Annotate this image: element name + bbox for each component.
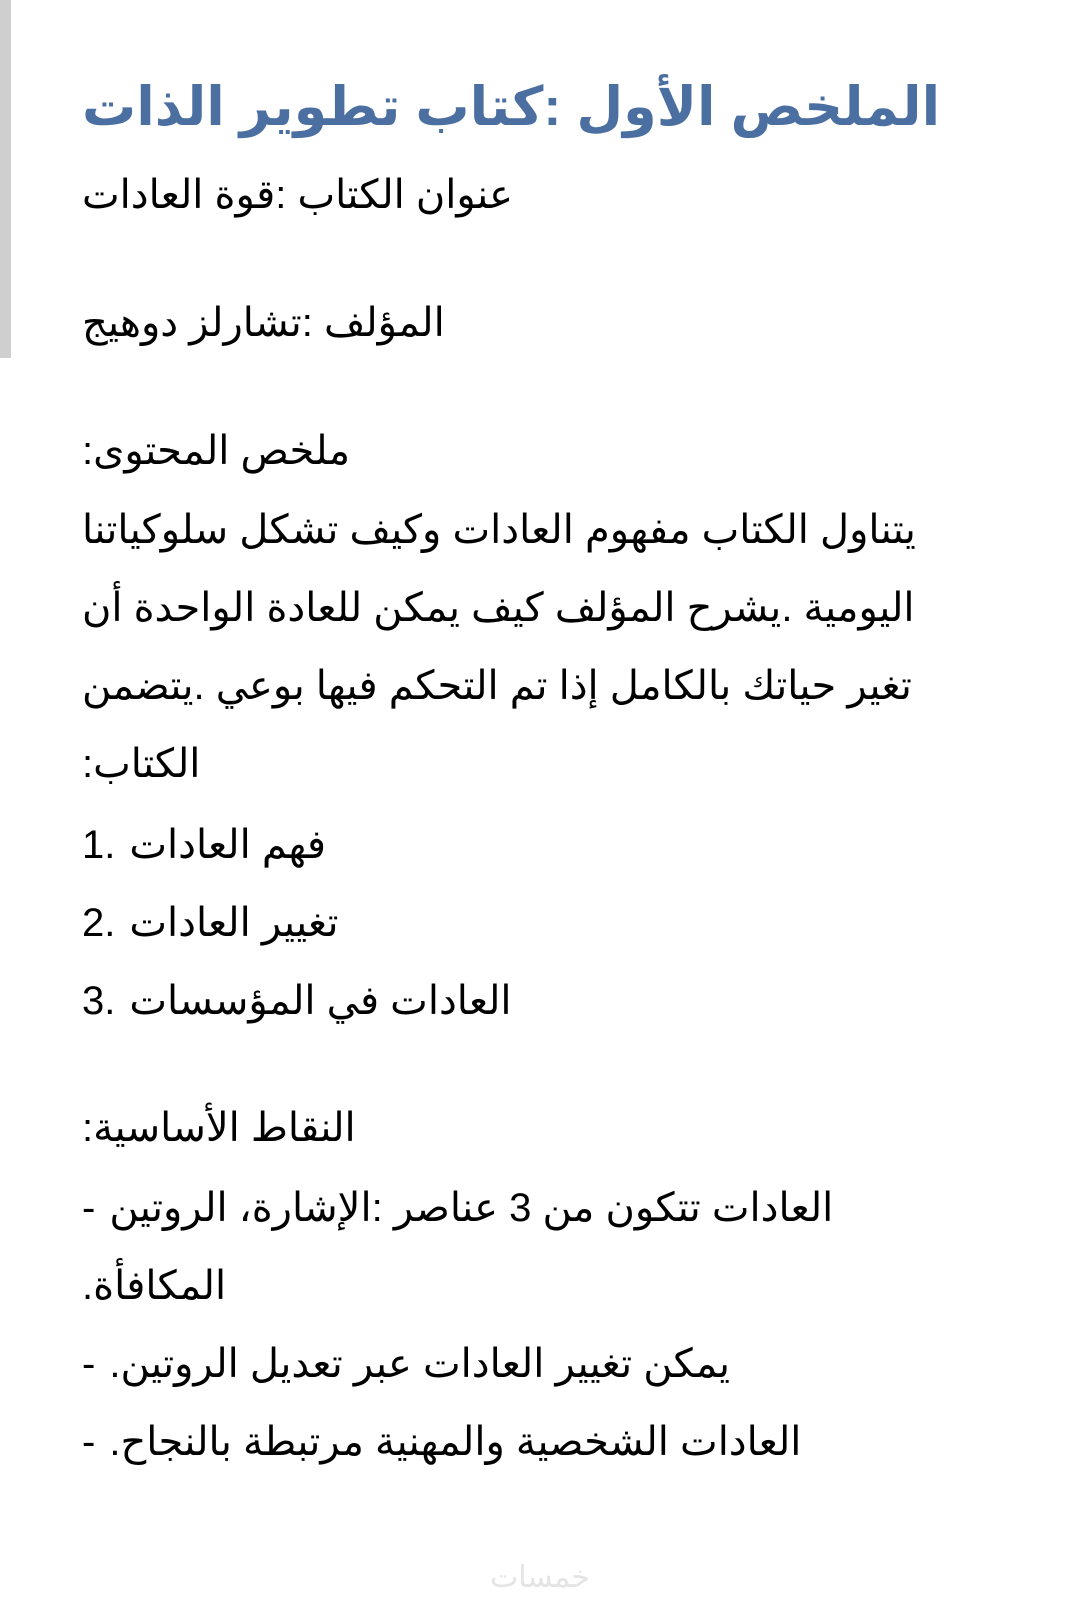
chapter-item bbox=[82, 903, 962, 943]
chapter-item bbox=[82, 825, 962, 865]
summary-line-4: الكتاب: bbox=[82, 742, 201, 786]
chapter-item bbox=[82, 981, 962, 1021]
key-point-item bbox=[82, 1422, 962, 1462]
key-point-text: المكافأة. bbox=[82, 1264, 227, 1308]
bullet-dash: - bbox=[82, 1420, 96, 1464]
chapter-number: 3. bbox=[82, 979, 116, 1023]
scroll-indicator-bar bbox=[0, 0, 11, 358]
key-point-item bbox=[82, 1344, 962, 1384]
summary-line-3: تغير حياتك بالكامل إذا تم التحكم فيها بوعي .يتضمن bbox=[82, 664, 912, 708]
summary-line-1: يتناول الكتاب مفهوم العادات وكيف تشكل سلوكياتنا bbox=[82, 508, 916, 552]
key-point-text: يمكن تغيير العادات عبر تعديل الروتين. bbox=[109, 1342, 731, 1386]
summary-line-2: اليومية .يشرح المؤلف كيف يمكن للعادة الواحدة أن bbox=[82, 586, 915, 630]
author-line: المؤلف :تشارلز دوهيج bbox=[82, 301, 445, 345]
bullet-dash: - bbox=[82, 1186, 96, 1230]
document-title: الملخص الأول :كتاب تطوير الذات bbox=[82, 77, 941, 137]
chapter-number: 2. bbox=[82, 901, 116, 945]
key-point-item bbox=[82, 1188, 962, 1228]
chapter-text: العادات في المؤسسات bbox=[129, 979, 512, 1023]
chapter-number: 1. bbox=[82, 823, 116, 867]
key-point-text: العادات تتكون من 3 عناصر :الإشارة، الروتين bbox=[109, 1186, 834, 1230]
chapter-text: فهم العادات bbox=[129, 823, 327, 867]
key-point-continuation bbox=[82, 1266, 962, 1306]
book-title-line: عنوان الكتاب :قوة العادات bbox=[82, 173, 513, 217]
chapter-text: تغيير العادات bbox=[129, 901, 339, 945]
summary-heading: ملخص المحتوى: bbox=[82, 429, 351, 473]
key-points-heading: النقاط الأساسية: bbox=[82, 1106, 356, 1150]
bullet-dash: - bbox=[82, 1342, 96, 1386]
watermark-logo: خمسات bbox=[489, 1560, 591, 1595]
key-point-text: العادات الشخصية والمهنية مرتبطة بالنجاح. bbox=[109, 1420, 802, 1464]
